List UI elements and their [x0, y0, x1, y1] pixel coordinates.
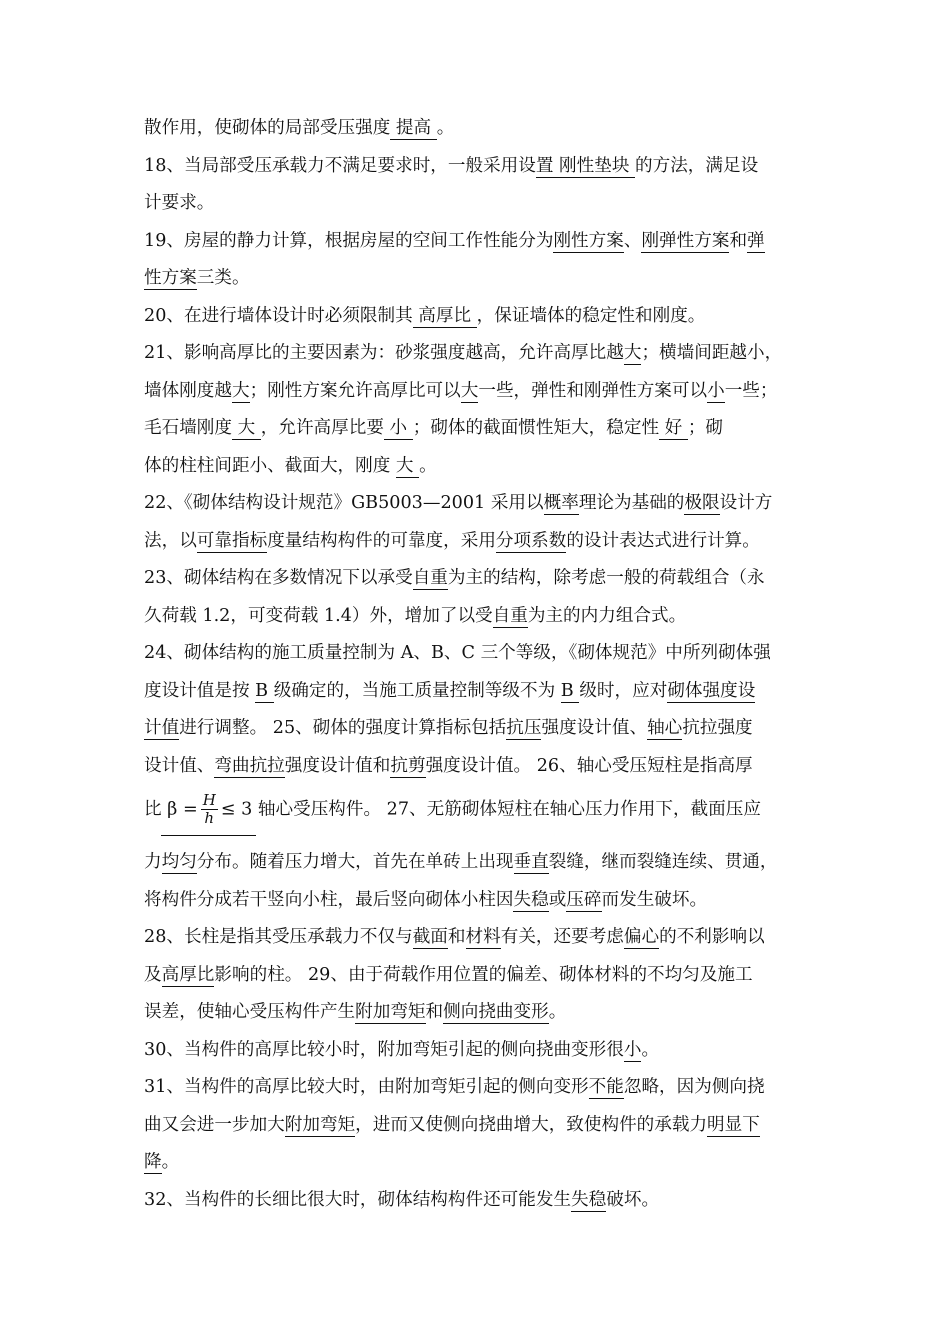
- text-segment: 而发生破坏。: [601, 890, 708, 910]
- underlined-answer: 垂直: [513, 852, 549, 872]
- text-segment: 21、影响高厚比的主要因素为：砂浆强度越高，允许高厚比越: [144, 343, 624, 363]
- text-segment: 破坏。: [606, 1190, 660, 1210]
- text-segment: 28、长柱是指其受压承载力不仅与: [144, 927, 413, 947]
- text-segment: ，保证墙体的稳定性和刚度。: [476, 306, 706, 326]
- underlined-answer: 抗剪: [390, 756, 426, 776]
- text-line: [144, 716, 753, 740]
- text-line: [144, 754, 753, 778]
- text-line: [144, 229, 765, 253]
- text-line: [144, 266, 250, 290]
- underlined-answer: 降: [144, 1152, 162, 1172]
- text-segment: 毛石墙刚度: [144, 418, 232, 438]
- underlined-answer: 大: [395, 456, 420, 476]
- text-segment: 误差，使轴心受压构件产生: [144, 1002, 356, 1022]
- underlined-answer: 小: [707, 381, 725, 401]
- text-segment: 的方法，满足设: [635, 156, 759, 176]
- text-line: [144, 566, 765, 590]
- text-line: [144, 963, 753, 987]
- text-segment: 散作用，使砌体的局部受压强度: [144, 118, 391, 138]
- text-segment: 曲又会进一步加大: [144, 1115, 285, 1135]
- underlined-answer: 压碎: [566, 890, 602, 910]
- text-segment: 22、《砌体结构设计规范》GB5003—2001 采用以: [144, 493, 544, 513]
- text-segment: 强度设计值和: [284, 756, 391, 776]
- text-segment: 23、砌体结构在多数情况下以承受: [144, 568, 413, 588]
- underlined-answer: 概率: [543, 493, 579, 513]
- text-line: [144, 304, 705, 328]
- underlined-answer: 大: [231, 418, 261, 438]
- text-segment: 。: [436, 118, 455, 138]
- fraction-numerator: H: [202, 791, 216, 809]
- text-line: [144, 888, 707, 912]
- text-segment: ；横墙间距越小，: [641, 343, 783, 363]
- text-line: [144, 529, 760, 553]
- text-segment: 抗拉强度: [682, 718, 753, 738]
- text-segment: 19、房屋的静力计算，根据房屋的空间工作性能分为: [144, 231, 554, 251]
- underlined-answer: 均匀: [161, 852, 197, 872]
- text-segment: 墙体刚度越: [144, 381, 232, 401]
- text-segment: 影响的柱。 29、由于荷载作用位置的偏差、砌体材料的不均匀及施工: [214, 965, 753, 985]
- text-segment: ≤ 3 轴心受压构件。 27、无筋砌体短柱在轴心压力作用下，截面压应: [220, 799, 761, 820]
- underlined-answer: 弹: [747, 231, 765, 251]
- underlined-answer: 自重: [492, 606, 528, 626]
- text-segment: 强度设计值、: [541, 718, 648, 738]
- underlined-answer: 计值: [144, 718, 180, 738]
- text-segment: 有关，还要考虑: [500, 927, 624, 947]
- text-segment: 一些；: [724, 381, 778, 401]
- text-segment: 和: [447, 927, 466, 947]
- text-segment: 级时，应对: [579, 681, 668, 701]
- text-line: [144, 491, 772, 515]
- text-segment: 、: [623, 231, 642, 251]
- text-segment: 忽略，因为侧向挠: [623, 1077, 765, 1097]
- underlined-answer: 不能: [588, 1077, 624, 1097]
- text-segment: 设计方: [719, 493, 773, 513]
- underlined-answer: 性方案: [144, 268, 197, 288]
- underlined-answer: B: [255, 681, 274, 701]
- text-segment: 。: [161, 1152, 180, 1172]
- text-segment: 为主的结构，除考虑一般的荷载组合（永: [447, 568, 765, 588]
- text-segment: ，进而又使侧向挠曲增大，致使构件的承载力: [355, 1115, 708, 1135]
- text-segment: 为主的内力组合式。: [527, 606, 687, 626]
- text-segment: 力: [144, 852, 162, 872]
- underlined-answer: 高厚比: [161, 965, 215, 985]
- text-segment: 24、砌体结构的施工质量控制为 A、B、C 三个等级，《砌体规范》中所列砌体强: [144, 643, 771, 663]
- underlined-answer: 分项系数: [495, 531, 567, 551]
- text-segment: 。: [641, 1040, 660, 1060]
- underlined-answer: 自重: [412, 568, 448, 588]
- underlined-answer: B: [560, 681, 580, 701]
- text-segment: 强度设计值。 26、轴心受压短柱是指高厚: [425, 756, 753, 776]
- text-line: [144, 191, 214, 215]
- text-line: [144, 850, 777, 874]
- text-segment: ；刚性方案允许高厚比可以: [249, 381, 461, 401]
- text-segment: 法，以: [144, 531, 197, 551]
- text-segment: 计要求。: [144, 193, 215, 213]
- text-line: [144, 679, 755, 703]
- text-segment: 31、当构件的高厚比较大时，由附加弯矩引起的侧向变形: [144, 1077, 589, 1097]
- underlined-answer: 刚弹性方案: [641, 231, 730, 251]
- text-line: [144, 641, 771, 665]
- text-segment: 理论为基础的: [578, 493, 685, 513]
- fraction-denominator: h: [204, 809, 215, 827]
- underlined-answer: 大: [623, 343, 642, 363]
- fraction-h-over-h: [201, 792, 218, 827]
- text-segment: 的不利影响以: [659, 927, 765, 947]
- underlined-answer: 提高: [390, 118, 437, 138]
- underlined-answer: 砌体强度设: [667, 681, 756, 701]
- underlined-answer: 小: [623, 1040, 642, 1060]
- underlined-answer: 刚性方案: [553, 231, 624, 251]
- text-line: [144, 379, 777, 403]
- text-line: [144, 416, 723, 440]
- text-segment: 度设计值是按: [144, 681, 256, 701]
- text-segment: 级确定的，当施工质量控制等级不为: [273, 681, 561, 701]
- text-segment: 。: [419, 456, 437, 476]
- underlined-answer: 高厚比: [412, 306, 477, 326]
- underlined-answer: 大: [460, 381, 479, 401]
- text-line: [144, 925, 765, 949]
- text-line: [144, 792, 761, 827]
- underlined-answer: 好: [659, 418, 688, 438]
- underlined-answer: 可靠指标: [196, 531, 268, 551]
- text-segment: 久荷载 1.2，可变荷载 1.4）外，增加了以受: [144, 606, 493, 626]
- text-segment: 一些，弹性和刚弹性方案可以: [478, 381, 708, 401]
- text-segment: 进行调整。 25、砌体的强度计算指标包括: [179, 718, 507, 738]
- text-line: [144, 1113, 760, 1137]
- underlined-answer: 极限: [684, 493, 720, 513]
- text-segment: 32、当构件的长细比很大时，砌体结构构件还可能发生: [144, 1190, 572, 1210]
- text-segment: 体的柱柱间距小、截面大，刚度: [144, 456, 396, 476]
- underlined-answer: 置 刚性垫块: [535, 156, 636, 176]
- underlined-answer: 大: [231, 381, 250, 401]
- underlined-answer: 附加弯矩: [284, 1115, 356, 1135]
- text-line: [144, 1188, 659, 1212]
- text-segment: 30、当构件的高厚比较小时，附加弯矩引起的侧向挠曲变形很: [144, 1040, 624, 1060]
- fraction-underline-rule: [161, 835, 256, 836]
- underlined-answer: 附加弯矩: [355, 1002, 426, 1022]
- text-segment: ；砌体的截面惯性矩大，稳定性: [412, 418, 660, 438]
- underlined-answer: 明显下: [707, 1115, 760, 1135]
- underlined-answer: 偏心: [623, 927, 660, 947]
- text-segment: 三类。: [196, 268, 250, 288]
- text-line: [144, 1038, 659, 1062]
- text-segment: ；砌: [687, 418, 724, 438]
- text-segment: 设计值、: [144, 756, 215, 776]
- text-line: [144, 454, 437, 478]
- text-line: [144, 116, 454, 140]
- text-segment: 及: [144, 965, 162, 985]
- underlined-answer: 小: [383, 418, 413, 438]
- text-line: [144, 604, 686, 628]
- text-segment: 裂缝，继而裂缝连续、贯通，: [548, 852, 778, 872]
- text-segment: 20、在进行墙体设计时必须限制其: [144, 306, 413, 326]
- text-segment: 度量结构构件的可靠度，采用: [267, 531, 496, 551]
- text-line: [144, 1000, 566, 1024]
- text-segment: 和: [729, 231, 748, 251]
- text-segment: 和: [425, 1002, 444, 1022]
- underlined-answer: 失稳: [571, 1190, 607, 1210]
- underlined-answer: 轴心: [647, 718, 683, 738]
- text-line: [144, 341, 782, 365]
- text-segment: 的设计表达式进行计算。: [566, 531, 760, 551]
- underlined-answer: 截面: [412, 927, 448, 947]
- text-segment: ，允许高厚比要: [260, 418, 384, 438]
- underlined-answer: 材料: [465, 927, 501, 947]
- underlined-answer: 侧向挠曲变形: [443, 1002, 549, 1022]
- underlined-answer: 抗压: [506, 718, 542, 738]
- text-segment: 或: [548, 890, 567, 910]
- text-segment: 比 β =: [144, 799, 198, 820]
- text-segment: 18、当局部受压承载力不满足要求时，一般采用设: [144, 156, 536, 176]
- text-segment: 。: [548, 1002, 567, 1022]
- text-line: [144, 1075, 765, 1099]
- text-line: [144, 154, 758, 178]
- underlined-answer: 失稳: [513, 890, 549, 910]
- text-segment: 分布。随着压力增大，首先在单砖上出现: [196, 852, 514, 872]
- text-segment: 将构件分成若干竖向小柱，最后竖向砌体小柱因: [144, 890, 514, 910]
- underlined-answer: 弯曲抗拉: [214, 756, 285, 776]
- text-line: [144, 1150, 179, 1174]
